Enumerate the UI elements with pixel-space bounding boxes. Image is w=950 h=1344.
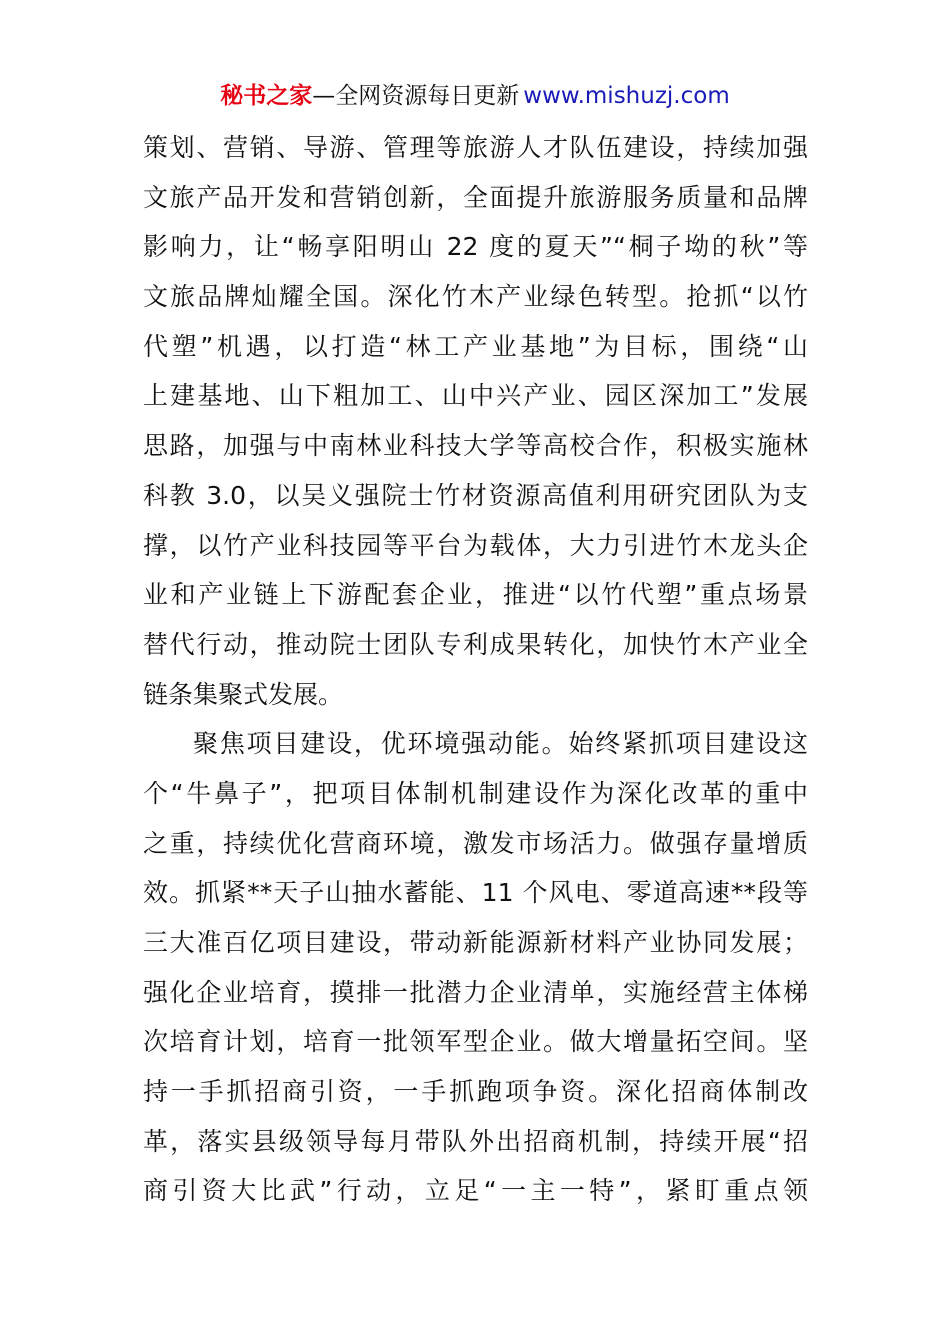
- text-line: 替代行动，推动院士团队专利成果转化，加快竹木产业全: [143, 629, 808, 659]
- text-line: 强化企业培育，摸排一批潜力企业清单，实施经营主体梯: [143, 977, 808, 1007]
- text-line: 三大准百亿项目建设，带动新能源新材料产业协同发展；: [143, 928, 808, 957]
- text-line: 上建基地、山下粗加工、山中兴产业、园区深加工”发展: [143, 381, 808, 411]
- text-line: 业和产业链上下游配套企业，推进“以竹代塑”重点场景: [143, 580, 808, 610]
- site-tagline: —全网资源每日更新: [312, 83, 520, 109]
- paragraph-first-line: 聚焦项目建设，优环境强动能。始终紧抓项目建设这: [193, 729, 808, 759]
- document-body: [143, 123, 808, 1216]
- text-line: 次培育计划，培育一批领军型企业。做大增量拓空间。坚: [143, 1027, 808, 1057]
- text-line: 链条集聚式发展。: [143, 679, 344, 709]
- text-line: 思路，加强与中南林业科技大学等高校合作，积极实施林: [143, 431, 808, 461]
- text-line: 商引资大比武”行动，立足“一主一特”，紧盯重点领: [143, 1176, 808, 1206]
- site-header: [0, 76, 950, 116]
- text-line: 个“牛鼻子”，把项目体制机制建设作为深化改革的重中: [143, 778, 808, 808]
- site-brand-name: 秘书之家: [220, 83, 313, 109]
- text-line: 文旅产品开发和营销创新，全面提升旅游服务质量和品牌: [143, 182, 808, 212]
- text-line: 效。抓紧**天子山抽水蓄能、11 个风电、零道高速**段等: [143, 878, 808, 908]
- text-line: 影响力，让“畅享阳明山 22 度的夏天”“桐子坳的秋”等: [143, 232, 808, 262]
- site-url-link[interactable]: www.mishuzj.com: [523, 83, 730, 109]
- text-line: 撑，以竹产业科技园等平台为载体，大力引进竹木龙头企: [143, 530, 808, 560]
- text-line: 文旅品牌灿耀全国。深化竹木产业绿色转型。抢抓“以竹: [143, 282, 808, 312]
- text-line: 代塑”机遇，以打造“林工产业基地”为目标，围绕“山: [143, 331, 808, 361]
- text-line: 革，落实县级领导每月带队外出招商机制，持续开展“招: [143, 1126, 808, 1156]
- text-line: 持一手抓招商引资，一手抓跑项争资。深化招商体制改: [143, 1077, 808, 1107]
- text-line: 策划、营销、导游、管理等旅游人才队伍建设，持续加强: [143, 133, 808, 162]
- text-line: 科教 3.0，以吴义强院士竹材资源高值利用研究团队为支: [143, 480, 808, 510]
- text-line: 之重，持续优化营商环境，激发市场活力。做强存量增质: [143, 828, 808, 858]
